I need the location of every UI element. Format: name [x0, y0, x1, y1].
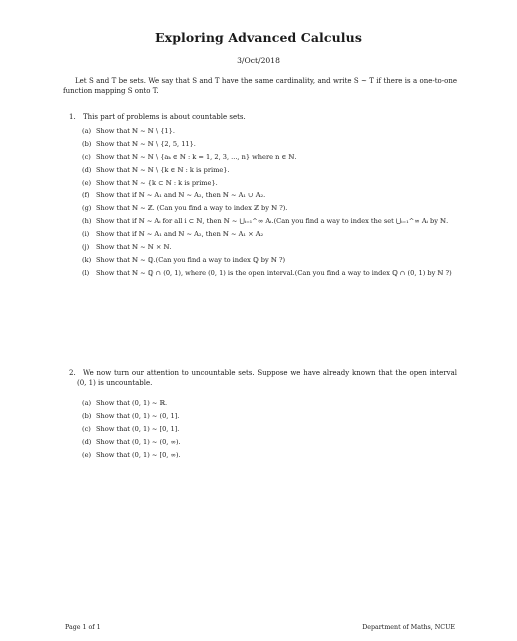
- list-item: [82, 256, 457, 266]
- item-label: (j): [82, 243, 90, 252]
- item-label: (a): [82, 127, 92, 135]
- item-label: (b): [82, 411, 92, 420]
- list-item: [82, 451, 457, 461]
- item-text: Show that ℕ ~ ℕ × ℕ.: [96, 243, 172, 252]
- item-text: Show that (0, 1) ~ ℝ.: [96, 399, 168, 407]
- list-item: [82, 399, 457, 409]
- list-item: [82, 269, 457, 279]
- item-label: (g): [82, 204, 92, 213]
- item-label: (h): [82, 217, 92, 226]
- item-text: Show that ℕ ~ ℚ ∩ (0, 1), where (0, 1) is the open interval.(Can you find a way to index ℚ ∩ (0, 1) by ℕ ?): [96, 268, 452, 277]
- section-2-heading-text: We now turn our attention to uncountable sets. Suppose we have already known that the open interval (0, 1) is uncountable.: [77, 369, 457, 387]
- page-number: Page 1 of 1: [65, 624, 101, 631]
- list-item: [82, 243, 457, 253]
- list-item: [82, 127, 457, 137]
- item-label: (b): [82, 139, 92, 148]
- item-label: (d): [82, 165, 92, 174]
- item-label: (e): [82, 178, 92, 187]
- item-text: Show that if ℕ ~ A₁ and ℕ ~ A₂, then ℕ ~ A₁ ∪ A₂.: [96, 191, 266, 200]
- item-text: Show that (0, 1) ~ (0, ∞).: [96, 437, 181, 446]
- department-label: Department of Maths, NCUE: [362, 624, 455, 631]
- item-label: (l): [82, 268, 90, 277]
- item-text: Show that (0, 1) ~ (0, 1].: [96, 411, 180, 420]
- list-item: [82, 140, 457, 150]
- item-text: Show that if ℕ ~ A₁ and ℕ ~ A₂, then ℕ ~ A₁ × A₂: [96, 230, 264, 239]
- item-text: Show that (0, 1) ~ [0, 1].: [96, 424, 180, 433]
- item-text: Show that ℕ ~ {k ⊂ ℕ : k is prime}.: [96, 178, 218, 187]
- item-label: (c): [82, 424, 91, 433]
- item-text: Show that (0, 1) ~ [0, ∞).: [96, 450, 181, 459]
- list-item: [82, 230, 457, 240]
- document-title: Exploring Advanced Calculus: [155, 30, 362, 45]
- list-item: [82, 153, 457, 163]
- intro-paragraph: Let S and T be sets. We say that S and T have the same cardinality, and write S ~ T if there is a one-to-one function mapping S onto T.: [63, 77, 457, 95]
- item-text: Show that ℕ ~ ℕ \ {k ∈ ℕ : k is prime}.: [96, 165, 230, 174]
- section-2-number: 2.: [69, 369, 76, 377]
- item-label: (f): [82, 191, 90, 200]
- item-text: Show that ℕ ~ ℚ.(Can you find a way to index ℚ by ℕ ?): [96, 255, 286, 264]
- section-1-heading: [63, 112, 457, 122]
- item-label: (e): [82, 450, 92, 459]
- list-item: [82, 217, 457, 227]
- section-2-items: [82, 399, 457, 463]
- list-item: [82, 191, 457, 201]
- item-text: Show that ℕ ~ ℕ \ {2, 5, 11}.: [96, 139, 196, 148]
- list-item: [82, 425, 457, 435]
- section-2-heading: [63, 368, 457, 388]
- item-text: Show that if ℕ ~ Aᵢ for all i ⊂ ℕ, then ℕ ~ ⋃ᵢ₌₁^∞ Aᵢ.(Can you find a way to index the set ⋃ᵢ₌₁^∞ Aᵢ by ℕ.: [96, 217, 449, 226]
- item-text: Show that ℕ ~ ℕ \ {1}.: [96, 127, 175, 135]
- list-item: [82, 179, 457, 189]
- section-1-items: [82, 127, 457, 282]
- list-item: [82, 412, 457, 422]
- item-label: (d): [82, 437, 92, 446]
- document-date: 3/Oct/2018: [237, 56, 280, 65]
- item-label: (k): [82, 255, 92, 264]
- item-text: Show that ℕ ~ ℕ \ {aₖ ∈ ℕ : k = 1, 2, 3, ..., n} where n ∈ ℕ.: [96, 152, 297, 161]
- section-1-number: 1.: [69, 113, 76, 121]
- item-text: Show that ℕ ~ ℤ. (Can you find a way to index ℤ by ℕ ?).: [96, 204, 288, 213]
- list-item: [82, 204, 457, 214]
- item-label: (a): [82, 399, 92, 407]
- list-item: [82, 166, 457, 176]
- item-label: (c): [82, 152, 91, 161]
- section-1-heading-text: This part of problems is about countable sets.: [83, 113, 246, 121]
- item-label: (i): [82, 230, 90, 239]
- list-item: [82, 438, 457, 448]
